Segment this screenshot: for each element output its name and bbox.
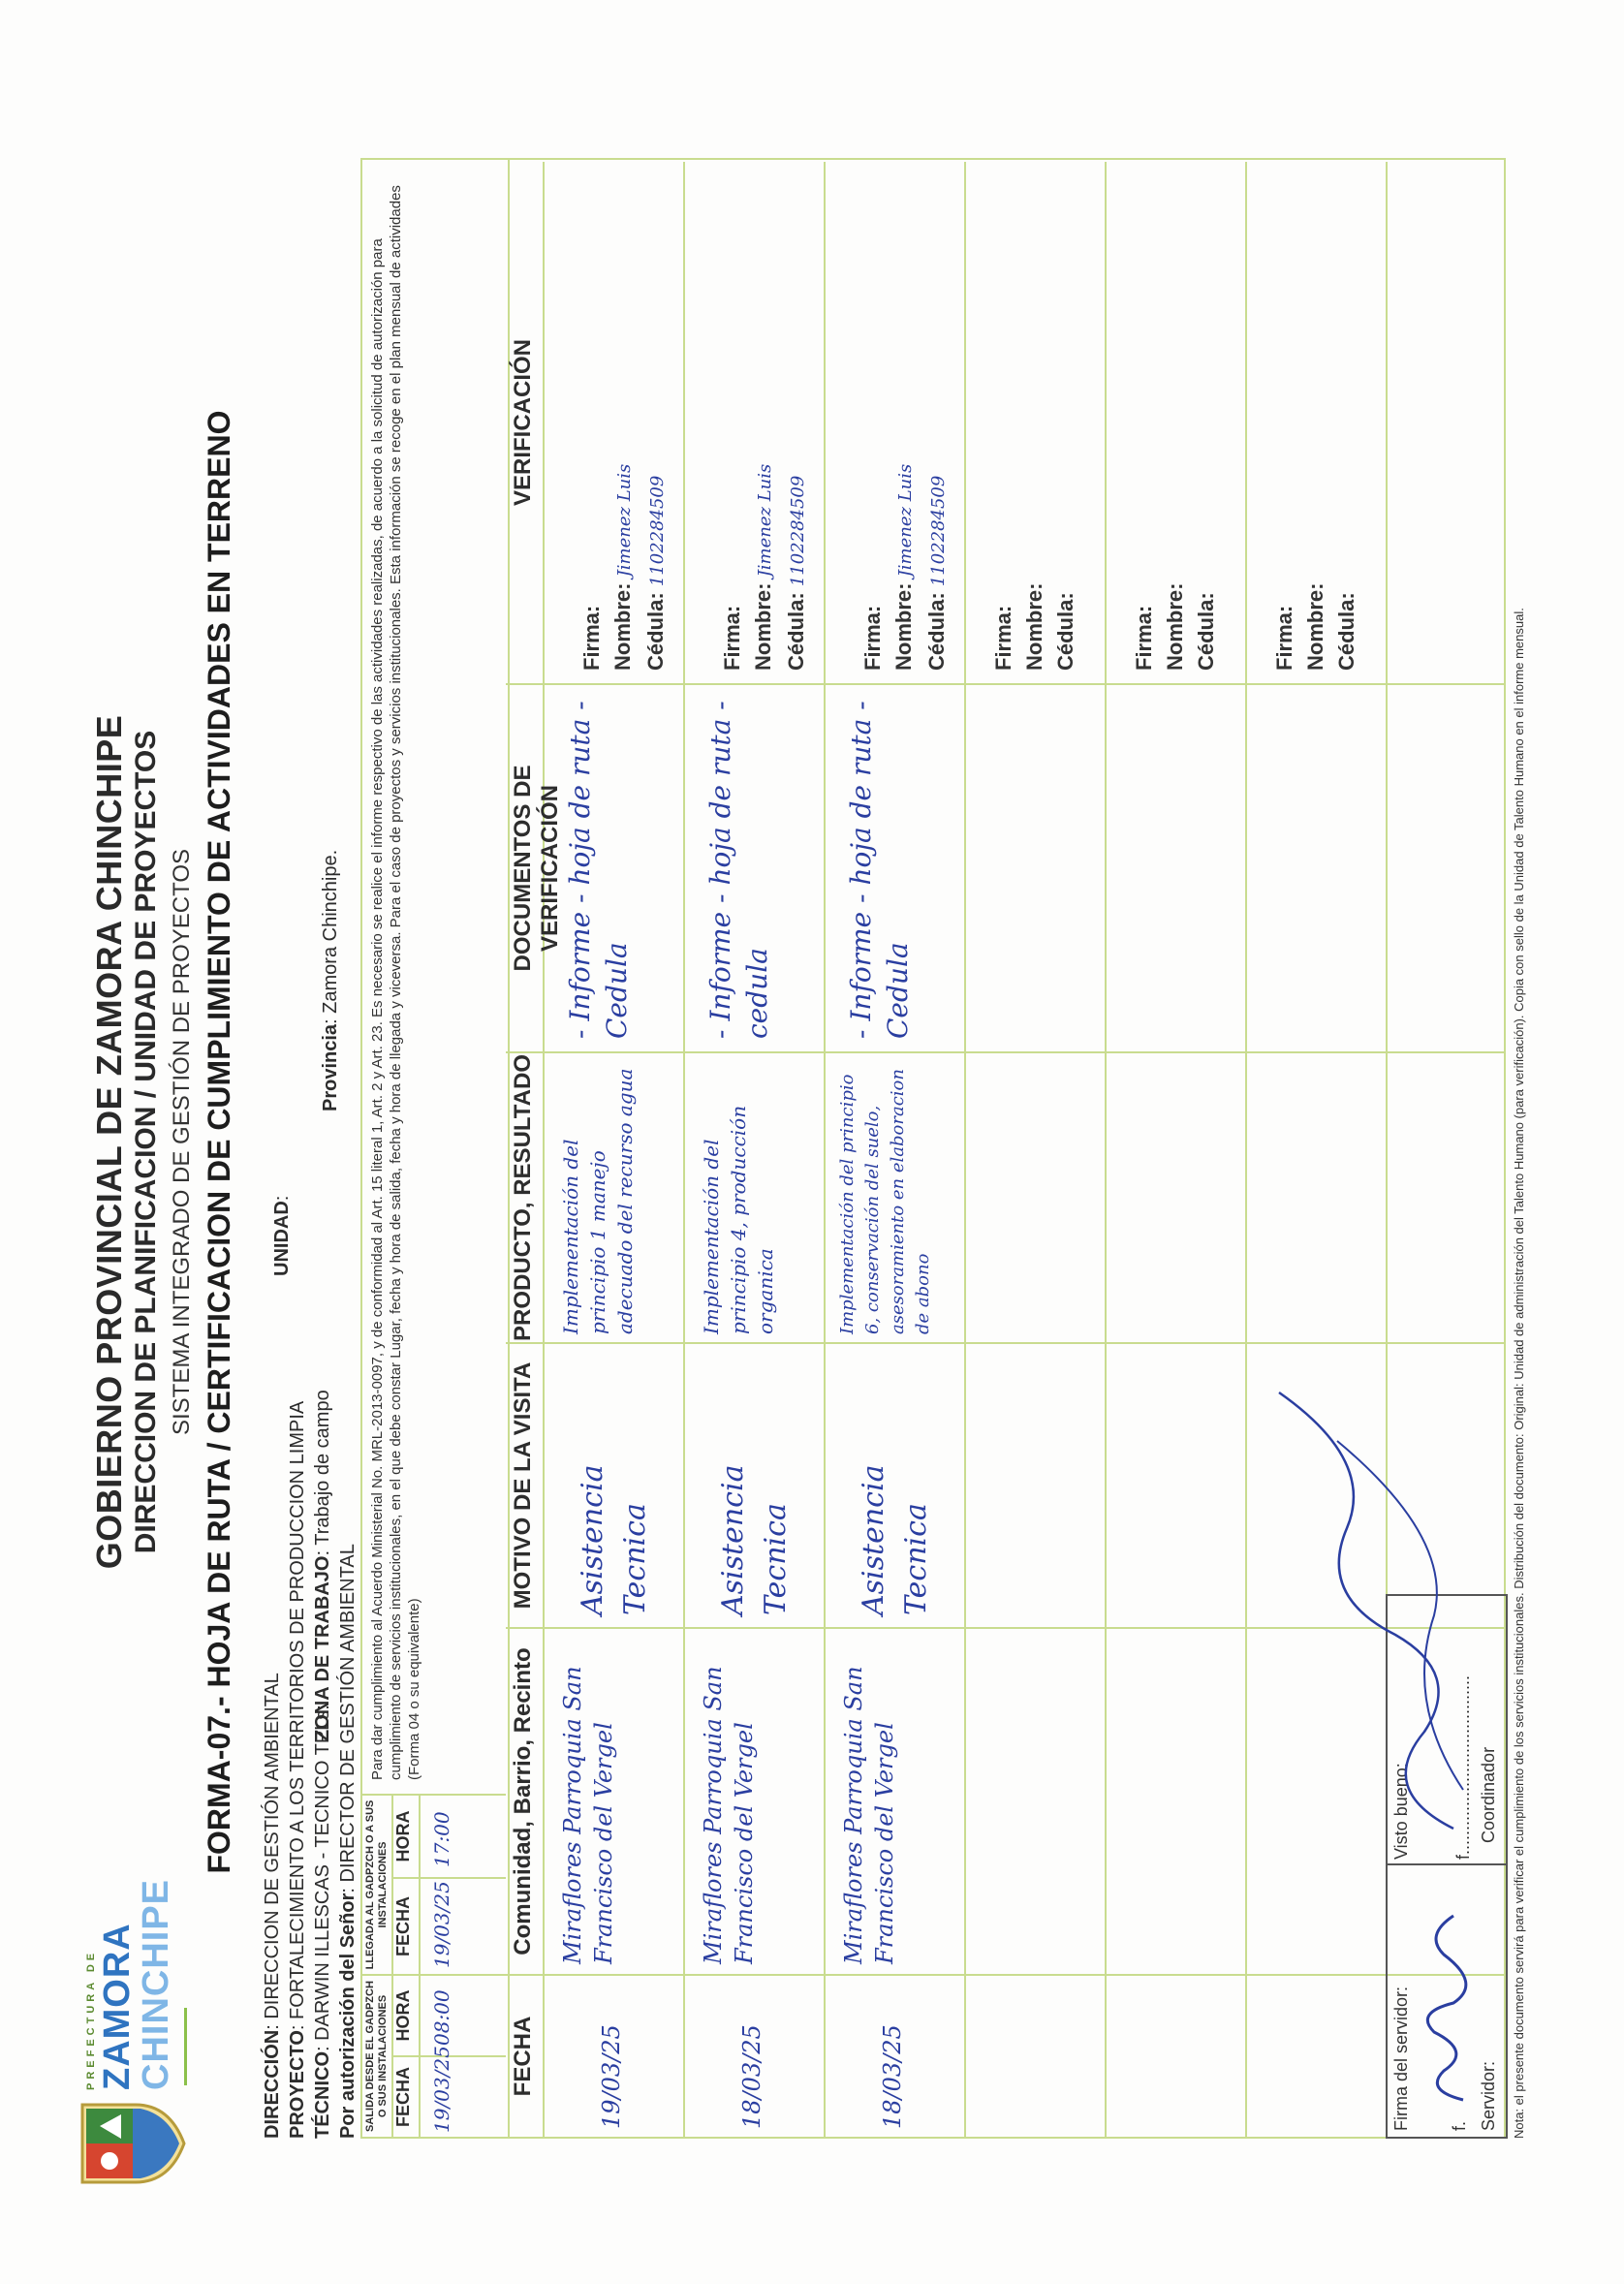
unidad-line: UNIDAD: [271,1195,293,1276]
servidor-name-label: Servidor: [1479,2060,1498,2131]
salida-header: SALIDA DESDE EL GADPZCH O SUS INSTALACIONES [364,1981,389,2132]
form-title: FORMA-07.- HOJA DE RUTA / CERTIFICACION DE CUMPLIMIENTO DE ACTIVIDADES EN TERRENO [202,410,236,1874]
logo-text-zamora: ZAMORA [97,1923,138,2090]
row-1-documentos: - Informe - hoja de ruta - Cedula [564,701,633,1039]
llegada-fecha-value: 19/03/25 [430,1881,453,1968]
zona-line: ZONA DE TRABAJO: Trabajo de campo [312,1390,333,1741]
logo-text-chinchipe: CHINCHIPE [136,1878,176,2090]
row-1-fecha: 19/03/25 [598,2024,625,2129]
legal-note: Para dar cumplimiento al Acuerdo Ministerial No. MRL-2013-0097, y de conformidad al Art. 15 literal 1, Art. 2 y Art. 23. Es necesario se realice el informe respectivo de las actividades realizadas, de acuerdo a la solicitud de autorización para cumplimiento de servicios institucionales, en el que debe constar Lugar, fecha y hora de salida, fecha y hora de llegada y viceversa. Para el caso de proyectos y servicios institucionales. Esta información se recoge en el plan mensual de actividades (Forma 04 o su equivalente) [369,185,422,1780]
row-3-producto: Implementación del principio 6, conservación del suelo, asesoramiento en elaboracion de abono [837,1069,933,1334]
servidor-label: Firma del servidor: [1391,1986,1411,2131]
row-6-verificacion: Firma: Nombre: Cédula: [1272,582,1359,671]
row-3-motivo: Asistencia Tecnica [857,1464,933,1615]
llegada-hora-header: HORA [393,1810,413,1862]
header-line-1: GOBIERNO PROVINCIAL DE ZAMORA CHINCHIPE [89,714,129,1570]
row-1-comunidad: Miraflores Parroquia San Francisco del Vergel [559,1666,617,1964]
row-2-documentos: - Informe - hoja de ruta - cedula [704,701,773,1039]
salida-fecha-value: 19/03/25 [430,2046,453,2133]
header-line-2: DIRECCION DE PLANIFICACION / UNIDAD DE PROYECTOS [130,730,162,1554]
salida-fecha-header: FECHA [393,2067,413,2127]
header-line-3: SISTEMA INTEGRADO DE GESTIÓN DE PROYECTOS [169,849,195,1435]
provincia-line: Provincia: Zamora Chinchipe. [320,849,341,1111]
coordinador-label: Coordinador [1479,1746,1498,1843]
col-motivo-header: MOTIVO DE LA VISITA [510,1361,536,1610]
row-1-producto: Implementación del principio 1 manejo adecuado del recurso agua [559,1068,637,1334]
row-3-comunidad: Miraflores Parroquia San Francisco del Vergel [840,1666,898,1964]
coordinador-signature-icon [1260,1363,1473,1848]
footer-note: Nota: el presente documento servirá para verificar el cumplimiento de los servicios institucionales. Distribución del documento: Original: Unidad de administración del Talento Humano (para verificación). Copia con sello de la Unidad de Talento Humano en el informe mensual. [1512,608,1526,2139]
llegada-header: LLEGADA AL GADPZCH O A SUS INSTALACIONES [364,1799,389,1970]
salida-hora-value: 08:00 [430,1989,453,2046]
row-2-fecha: 18/03/25 [738,2024,765,2129]
llegada-hora-value: 17:00 [430,1811,453,1867]
proyecto-line: PROYECTO: FORTALECIMIENTO A LOS TERRITORIOS DE PRODUCCION LIMPIA [287,1400,308,2139]
row-3-fecha: 18/03/25 [879,2024,906,2129]
servidor-f: f. [1450,2120,1469,2131]
visto-bueno-label: Visto bueno: [1391,1763,1411,1860]
row-2-comunidad: Miraflores Parroquia San Francisco del Vergel [700,1666,758,1964]
logo-underline [184,2008,187,2085]
row-3-verificacion: Firma: Nombre: Jimenez Luis Cédula: 1102284509 [860,463,949,671]
visto-bueno-f: f..................................... [1453,1674,1473,1860]
row-2-motivo: Asistencia Tecnica [716,1464,793,1615]
autorizacion-line: Por autorización del Señor: DIRECTOR DE GESTIÓN AMBIENTAL [337,1544,359,2139]
logo-small-text: PREFECTURA DE [85,1949,97,2090]
col-producto-header: PRODUCTO, RESULTADO [510,1054,536,1342]
llegada-fecha-header: FECHA [393,1896,413,1956]
direccion-line: DIRECCIÓN: DIRECCION DE GESTIÓN AMBIENTAL [262,1673,283,2139]
col-comunidad-header: Comunidad, Barrio, Recinto [510,1647,536,1955]
row-2-producto: Implementación del principio 4, producción organica [700,1105,777,1334]
row-1-verificacion: Firma: Nombre: Jimenez Luis Cédula: 1102284509 [579,463,668,671]
row-2-verificacion: Firma: Nombre: Jimenez Luis Cédula: 1102284509 [720,463,808,671]
tecnico-line: TÉCNICO: DARWIN ILLESCAS - TECNICO TPLs: [312,1705,333,2139]
col-documentos-header: DOCUMENTOS DE VERIFICACIÓN [510,765,563,972]
row-3-documentos: - Informe - hoja de ruta - Cedula [845,701,914,1039]
col-verificacion-header: VERIFICACIÓN [510,339,536,507]
col-fecha-header: FECHA [510,2016,536,2097]
row-5-verificacion: Firma: Nombre: Cédula: [1132,582,1218,671]
salida-hora-header: HORA [393,1989,413,2042]
row-1-motivo: Asistencia Tecnica [576,1464,652,1615]
servidor-signature-icon [1405,1896,1492,2110]
row-4-verificacion: Firma: Nombre: Cédula: [991,582,1077,671]
coat-of-arms-icon [73,2095,189,2192]
